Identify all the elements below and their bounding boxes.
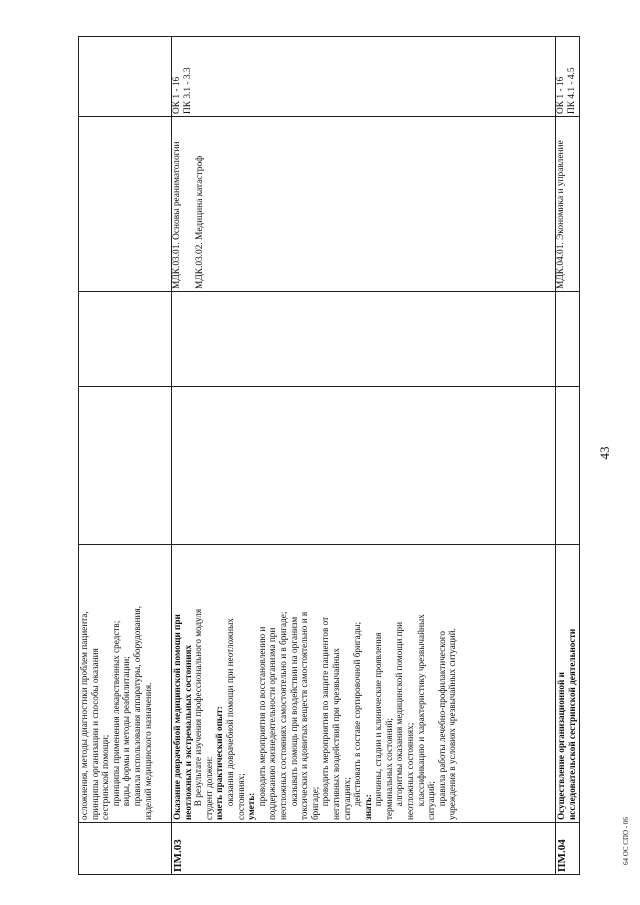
content-line: ситуациях; [341, 777, 352, 820]
hours-cell [79, 292, 172, 387]
content-line: токсических и ядовитых веществ самостоятельно и в [299, 611, 310, 820]
mdk-course: МДК.04.01. Экономика и управление [556, 140, 566, 289]
content-line: В результате изучения профессионального модуля [193, 608, 204, 807]
content-line: неотложных состояниях самостоятельно и в бригаде; [277, 611, 288, 820]
document-footer: 64 ОС СПО - 06 [622, 817, 630, 865]
content-line: оказывать помощь при воздействии на организм [288, 616, 299, 807]
content-line: принципы организации и способы оказания [89, 648, 100, 820]
mdk-course: МДК.03.02. Медицина катастроф [195, 155, 205, 289]
hours-cell [172, 292, 556, 387]
hours-cell [79, 387, 172, 545]
content-line: ситуаций; [426, 781, 437, 820]
hours-cell [556, 387, 580, 545]
content-line: алгоритмы оказания медицинской помощи при [394, 622, 405, 807]
mdk-cell [79, 117, 172, 292]
content-line: негативных воздействий при чрезвычайных [330, 648, 341, 820]
content-line: проводить мероприятия по защите пациентов от [320, 616, 331, 807]
content-line: изделий медицинского назначения. [142, 682, 153, 820]
module-content-cell [172, 545, 556, 823]
content-line: Осуществление организационной и [556, 672, 566, 820]
hours-cell [172, 387, 556, 545]
content-line: сестринской помощи; [100, 734, 111, 820]
content-line: учреждения в условиях чрезвычайных ситуаций. [447, 628, 458, 820]
content-line: Оказание доврачебной медицинской помощи при [172, 614, 182, 820]
content-line: оказания доврачебной помощи при неотложных [224, 618, 235, 807]
content-line: принципы применения лекарственных средств; [110, 620, 121, 807]
module-code: ПМ.03 [172, 839, 184, 872]
competencies-cell [556, 37, 580, 117]
content-line: студент должен: [203, 756, 214, 820]
content-line: неотложных состояниях; [405, 722, 416, 820]
competencies-cell [172, 37, 556, 117]
competency-code: ПК 3.1 - 3.3 [183, 67, 193, 114]
content-line: классификацию и характеристику чрезвычайных [415, 614, 426, 807]
content-line: знать: [362, 794, 373, 820]
mdk-cell [172, 117, 556, 292]
competency-code: ОК 1 - 16 [556, 76, 566, 114]
content-line: исследовательской сестринской деятельности [566, 628, 577, 820]
content-line: неотложных и экстремальных состояниях [182, 644, 193, 820]
module-code-cell [172, 823, 556, 875]
competency-code: ПК 4.1 - 4.5 [567, 67, 577, 114]
module-code-cell [79, 823, 172, 875]
content-line: проводить мероприятия по восстановлению и [256, 626, 267, 807]
content-line: уметь: [246, 792, 257, 820]
table-row [172, 37, 556, 875]
content-line: терминальных состояний; [383, 718, 394, 820]
table-row [79, 37, 172, 875]
content-line: поддержанию жизнедеятельности организма при [267, 627, 278, 820]
mdk-course: МДК.03.01. Основы реаниматологии [172, 141, 182, 289]
content-line: виды, формы и методы реабилитации; [121, 656, 132, 807]
content-line: правила использования аппаратуры, оборудования, [131, 606, 142, 807]
mdk-cell [556, 117, 580, 292]
hours-cell [556, 292, 580, 387]
content-line: состояниях; [235, 773, 246, 820]
competencies-cell [79, 37, 172, 117]
curriculum-table [78, 36, 580, 875]
content-line: осложнения, методы диагностики проблем пациента, [79, 611, 89, 820]
page-number: 43 [597, 446, 612, 460]
content-line: бригаде; [309, 786, 320, 820]
module-code: ПМ.04 [556, 839, 568, 872]
competency-code: ОК 1 - 16 [172, 76, 182, 114]
content-line: иметь практический опыт: [214, 706, 225, 820]
module-content-cell [556, 545, 580, 823]
content-line: причины, стадии и клинические проявления [373, 632, 384, 807]
module-code-cell [556, 823, 580, 875]
content-line: правила работы лечебно-профилактического [436, 631, 447, 807]
content-line: действовать в составе сортировочной бригады; [352, 621, 363, 807]
module-content-cell [79, 545, 172, 823]
table-row [556, 37, 580, 875]
